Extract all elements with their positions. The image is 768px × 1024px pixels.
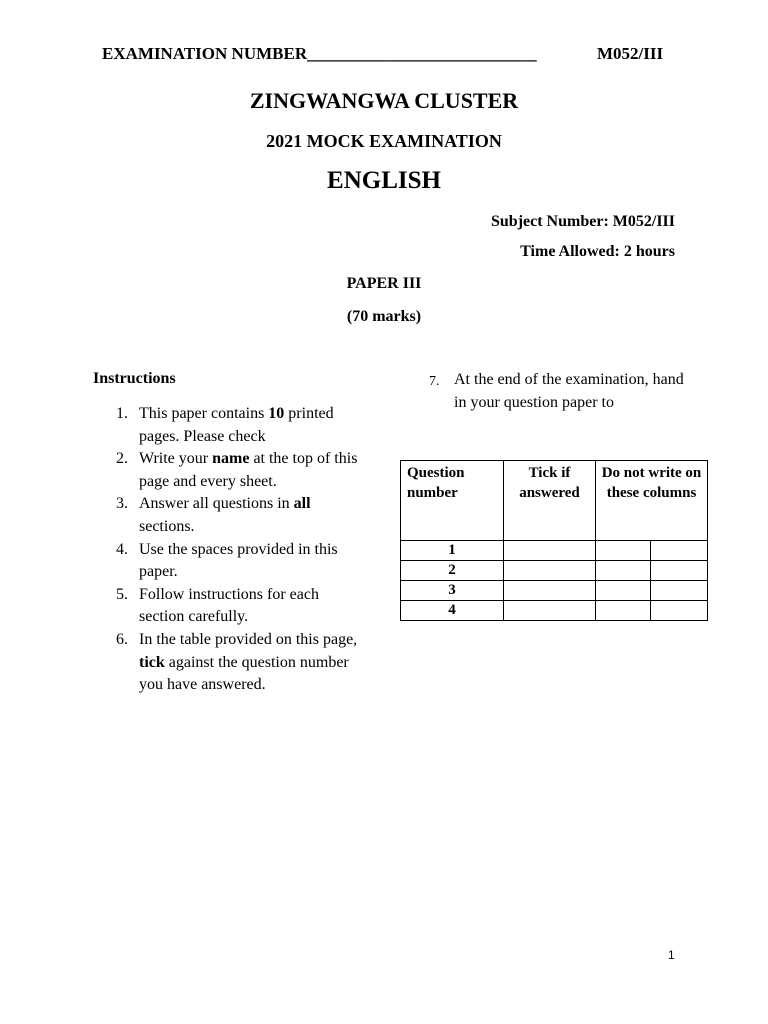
instruction-number: 5.	[116, 585, 128, 603]
marks-label: (70 marks)	[346, 308, 422, 325]
instruction-item	[429, 369, 689, 414]
instruction-text: Write your name at the top of this page and every sheet.	[139, 450, 358, 490]
paper-label: PAPER III	[346, 275, 422, 292]
instruction-number: 4.	[116, 540, 128, 558]
instruction-text: In the table provided on this page, tick against the question number you have answered.	[139, 630, 358, 694]
instruction-text: Answer all questions in all sections.	[139, 495, 311, 535]
instruction-number: 3.	[116, 495, 128, 513]
header-do-not-write: Do not write on these columns	[596, 461, 708, 541]
paper-code: M052/III	[597, 44, 664, 63]
exam-number-field: EXAMINATION NUMBER___________________________	[102, 44, 537, 63]
tick-cell[interactable]	[504, 581, 596, 601]
question-number-cell: 3	[401, 581, 504, 601]
question-tick-table	[400, 460, 708, 621]
instruction-number: 7.	[429, 374, 440, 389]
reserved-cell	[651, 581, 708, 601]
table-row	[401, 601, 708, 621]
instructions-heading: Instructions	[93, 370, 176, 387]
instruction-text: Use the spaces provided in this paper.	[139, 540, 338, 581]
question-number-cell: 4	[401, 601, 504, 621]
instruction-text: Follow instructions for each section carefully.	[139, 585, 319, 626]
instruction-item	[116, 403, 366, 448]
question-number-cell: 1	[401, 541, 504, 561]
instruction-item	[116, 629, 366, 697]
header-question-number: Question number	[401, 461, 504, 541]
instruction-item	[116, 493, 366, 538]
tick-cell[interactable]	[504, 541, 596, 561]
instruction-item	[116, 584, 366, 629]
tick-cell[interactable]	[504, 601, 596, 621]
tick-cell[interactable]	[504, 561, 596, 581]
instruction-text: At the end of the examination, hand in your question paper to	[454, 371, 684, 411]
subject-title: ENGLISH	[327, 167, 441, 194]
instruction-item	[116, 448, 366, 493]
reserved-cell	[596, 601, 651, 621]
instruction-text: This paper contains 10 printed pages. Please check	[139, 405, 334, 445]
cluster-title: ZINGWANGWA CLUSTER	[249, 88, 519, 113]
table-header-row	[401, 461, 708, 541]
reserved-cell	[596, 561, 651, 581]
instruction-number: 2.	[116, 450, 128, 468]
table-row	[401, 581, 708, 601]
question-number-cell: 2	[401, 561, 504, 581]
reserved-cell	[596, 581, 651, 601]
time-allowed: Time Allowed: 2 hours	[520, 243, 675, 260]
table-row	[401, 561, 708, 581]
instructions-list	[116, 403, 366, 697]
subject-number: Subject Number: M052/III	[491, 213, 675, 230]
page-number: 1	[668, 948, 675, 962]
reserved-cell	[596, 541, 651, 561]
reserved-cell	[651, 561, 708, 581]
reserved-cell	[651, 601, 708, 621]
instruction-number: 1.	[116, 405, 128, 422]
instruction-number: 6.	[116, 630, 128, 648]
exam-title: 2021 MOCK EXAMINATION	[266, 131, 502, 151]
table-row	[401, 541, 708, 561]
reserved-cell	[651, 541, 708, 561]
header-tick-if-answered: Tick if answered	[504, 461, 596, 541]
instruction-item	[116, 539, 366, 584]
